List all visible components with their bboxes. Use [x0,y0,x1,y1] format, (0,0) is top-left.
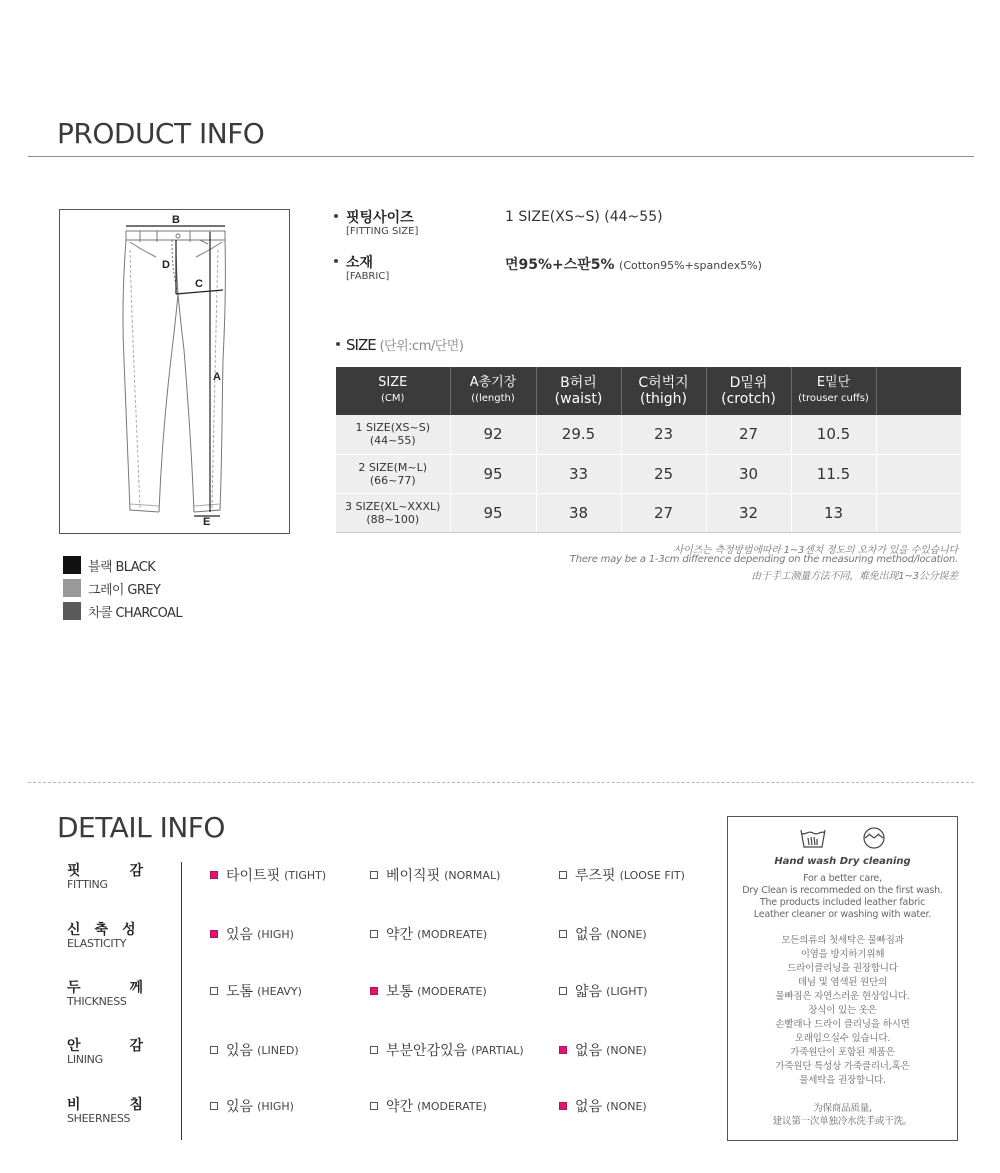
bullet-icon [334,259,338,263]
checkbox-icon [559,930,567,938]
header-cuffs: E밑단 (trouser cuffs) [791,367,876,415]
thickness-label: 두 께 [67,980,145,996]
cell-empty [876,415,961,454]
fitting-size-label: 핏팅사이즈 [334,207,414,227]
checkbox-icon [370,987,378,995]
size-table-header [336,367,961,415]
cell-length: 92 [450,415,536,454]
size-table [336,367,961,533]
thickness-moderate-option: 보통 (MODERATE) [370,981,487,1001]
thickness-light-option: 얇음 (LIGHT) [559,981,648,1001]
size-note-en: There may be a 1-3cm difference depending on the measuring method/location. [569,554,958,565]
sheerness-sub: SHEERNESS [67,1112,131,1125]
cell-cuffs: 10.5 [791,415,876,454]
header-thigh: C허벅지 (thigh) [621,367,706,415]
product-info-divider [28,156,974,157]
header-size: SIZE (CM) [336,367,450,415]
checkbox-icon [210,871,218,879]
checkbox-icon [559,1102,567,1110]
detail-divider [181,862,182,1140]
cell-crotch: 32 [706,493,791,532]
cell-thigh: 23 [621,415,706,454]
row-size: 1 SIZE(XS~S) (44~55) [336,415,450,454]
fitting-normal-option: 베이직핏 (NORMAL) [370,865,500,885]
lining-sub: LINING [67,1053,103,1066]
care-icons [728,827,957,853]
cell-cuffs: 11.5 [791,454,876,493]
cell-waist: 38 [536,493,621,532]
size-section-title: SIZE (단위:cm/단면) [336,335,463,354]
checkbox-icon [559,1046,567,1054]
detail-info-title: DETAIL INFO [57,811,225,844]
checkbox-icon [370,871,378,879]
elasticity-sub: ELASTICITY [67,937,127,950]
swatch-grey [63,579,81,597]
checkbox-icon [559,871,567,879]
sheerness-label: 비 침 [67,1097,145,1113]
care-text-en: For a better care, Dry Clean is recommeded on the first wash. The products included leather fabric Leather cleaner or washing with water. [742,873,943,920]
hand-wash-icon [801,830,825,847]
pants-label-e: E [203,516,211,528]
color-option-black [63,556,155,574]
fitting-size-sub: [FITTING SIZE] [346,226,419,237]
checkbox-icon [559,987,567,995]
color-option-grey [63,579,160,597]
checkbox-icon [210,1046,218,1054]
checkbox-icon [370,1102,378,1110]
cell-thigh: 27 [621,493,706,532]
header-waist: B허리 (waist) [536,367,621,415]
bullet-icon [336,342,340,346]
sheerness-moderate-option: 약간 (MODERATE) [370,1096,487,1116]
color-label: 그레이 GREY [88,582,161,598]
sheerness-none-option: 없음 (NONE) [559,1096,647,1116]
bullet-icon [334,214,338,218]
table-row [336,493,961,532]
color-label: 블랙 BLACK [88,559,156,575]
pants-label-c: C [195,278,203,290]
product-info-title: PRODUCT INFO [57,117,265,150]
fitting-loose-option: 루즈핏 (LOOSE FIT) [559,865,685,885]
header-crotch: D밑위 (crotch) [706,367,791,415]
fabric-label: 소재 [334,252,373,272]
pants-label-d: D [162,259,170,271]
fitting-sub: FITTING [67,878,108,891]
cell-cuffs: 13 [791,493,876,532]
cell-crotch: 30 [706,454,791,493]
header-length: A총기장 ((length) [450,367,536,415]
section-divider [28,782,974,783]
lining-lined-option: 있음 (LINED) [210,1040,299,1060]
dry-cleaning-icon [864,828,884,848]
lining-partial-option: 부분안감있음 (PARTIAL) [370,1040,524,1060]
thickness-heavy-option: 도톰 (HEAVY) [210,981,302,1001]
header-empty [876,367,961,415]
cell-empty [876,493,961,532]
care-text-zh: 为保商品质量, 建议第一次单独冷水洗手或干洗。 [772,1103,913,1127]
fitting-tight-option: 타이트핏 (TIGHT) [210,865,326,885]
cell-empty [876,454,961,493]
checkbox-icon [370,1046,378,1054]
table-row [336,415,961,454]
elasticity-moderate-option: 약간 (MODREATE) [370,924,487,944]
cell-waist: 29.5 [536,415,621,454]
fitting-label: 핏 감 [67,863,145,879]
cell-thigh: 25 [621,454,706,493]
color-label: 차콜 CHARCOAL [88,605,182,621]
checkbox-icon [370,930,378,938]
pants-label-a: A [213,371,221,383]
care-caption: Hand wash Dry cleaning [774,856,911,867]
care-instructions [727,816,958,1141]
care-text-ko: 모든의류의 첫세탁은 물빠짐과 이염을 방지하기위해 드라이클리닝을 권장합니다 데님 및 염색된 원단의 물빠짐은 자연스러운 현상입니다. 장식이 있는 옷은 손빨래나 드라이 클리닝을 하시면 오래입으실수 있습니다. 가죽원단이 포함된 제품은 가죽원단 특성상 가죽클리너,혹은 물세탁을 권장합니다. [775,935,910,1086]
sheerness-high-option: 있음 (HIGH) [210,1096,294,1116]
fitting-size-value: 1 SIZE(XS~S) (44~55) [505,209,663,225]
fabric-sub: [FABRIC] [346,271,390,282]
pants-diagram [59,209,290,534]
thickness-sub: THICKNESS [67,995,127,1008]
cell-waist: 33 [536,454,621,493]
color-option-charcoal [63,602,182,620]
cell-length: 95 [450,493,536,532]
swatch-charcoal [63,602,81,620]
fabric-value: 면95%+스판5% (Cotton95%+spandex5%) [505,257,762,273]
lining-none-option: 없음 (NONE) [559,1040,647,1060]
elasticity-high-option: 있음 (HIGH) [210,924,294,944]
cell-length: 95 [450,454,536,493]
checkbox-icon [210,930,218,938]
checkbox-icon [210,1102,218,1110]
elasticity-label: 신 축 성 [67,922,137,938]
pants-label-b: B [172,214,180,226]
swatch-black [63,556,81,574]
size-note-ko: 사이즈는 측정방법에따라 1~3센치 정도의 오차가 있을 수있습니다 [673,545,958,556]
table-row [336,454,961,493]
elasticity-none-option: 없음 (NONE) [559,924,647,944]
lining-label: 안 감 [67,1038,145,1054]
cell-crotch: 27 [706,415,791,454]
row-size: 3 SIZE(XL~XXXL) (88~100) [336,493,450,532]
size-note-zh: 由于手工测量方法不同，难免出现1~3公分误差 [751,571,958,582]
checkbox-icon [210,987,218,995]
pants-outline-icon [60,210,291,535]
row-size: 2 SIZE(M~L) (66~77) [336,454,450,493]
